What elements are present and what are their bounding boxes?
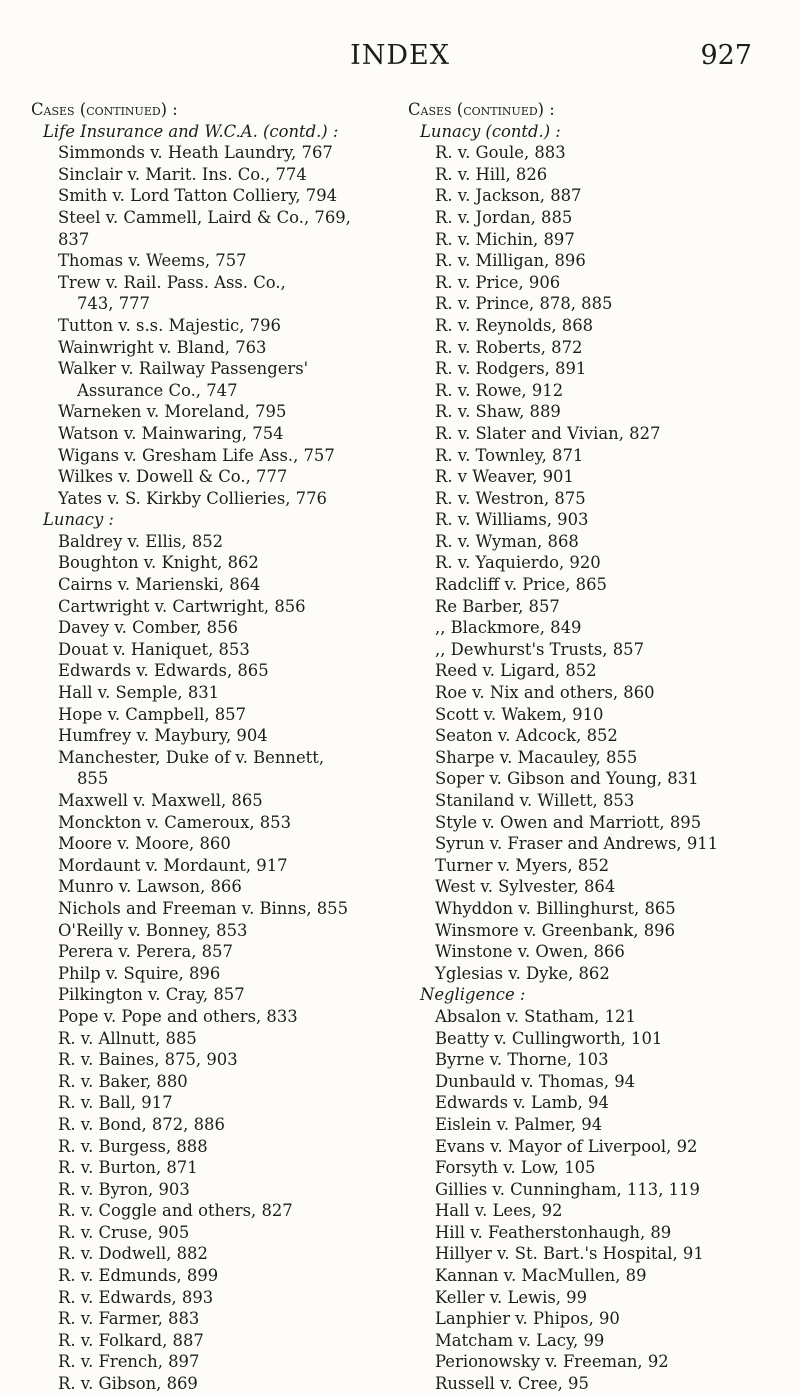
index-entry: Cartwright v. Cartwright, 856 — [58, 596, 306, 616]
index-entry: Edwards v. Edwards, 865 — [58, 661, 269, 681]
index-entry: Munro v. Lawson, 866 — [58, 877, 242, 897]
index-entry: R. v. French, 897 — [58, 1352, 200, 1372]
index-entry: Trew v. Rail. Pass. Ass. Co., — [58, 272, 286, 292]
index-entry: ,, Dewhurst's Trusts, 857 — [435, 639, 645, 659]
index-entry: Simmonds v. Heath Laundry, 767 — [58, 143, 333, 163]
index-entry: R. v. Westron, 875 — [435, 488, 586, 508]
index-entry: Syrun v. Fraser and Andrews, 911 — [435, 834, 719, 854]
index-entry: Hope v. Campbell, 857 — [58, 704, 247, 724]
index-entry: Tutton v. s.s. Majestic, 796 — [58, 315, 281, 335]
index-entry: R. v. Prince, 878, 885 — [435, 294, 613, 314]
index-entry: Keller v. Lewis, 99 — [435, 1287, 588, 1307]
index-entry: Eislein v. Palmer, 94 — [435, 1114, 603, 1134]
index-entry: R. v. Shaw, 889 — [435, 402, 561, 422]
index-entry: Kannan v. MacMullen, 89 — [435, 1266, 647, 1286]
index-entry: R. v. Reynolds, 868 — [435, 315, 594, 335]
index-entry: Maxwell v. Maxwell, 865 — [58, 791, 263, 810]
index-entry: R. v. Byron, 903 — [58, 1179, 190, 1199]
index-entry: 837 — [58, 229, 90, 249]
subject-heading: Negligence : — [420, 985, 526, 1005]
page-number: 927 — [700, 40, 752, 71]
index-entry: O'Reilly v. Bonney, 853 — [58, 920, 248, 940]
index-entry: Staniland v. Willett, 853 — [435, 791, 635, 810]
index-entry: Beatty v. Cullingworth, 101 — [435, 1028, 663, 1048]
index-entry: Soper v. Gibson and Young, 831 — [435, 769, 699, 789]
index-entry: Moore v. Moore, 860 — [58, 834, 231, 854]
index-entry: 855 — [77, 769, 109, 789]
index-entry: R. v. Hill, 826 — [435, 164, 548, 184]
index-entry: Dunbauld v. Thomas, 94 — [435, 1071, 636, 1091]
index-entry: R. v. Coggle and others, 827 — [58, 1201, 293, 1221]
index-entry: Monckton v. Cameroux, 853 — [58, 812, 292, 832]
index-entry: R. v. Goule, 883 — [435, 143, 566, 163]
index-entry: R. v. Baines, 875, 903 — [58, 1050, 238, 1070]
index-entry: Hall v. Semple, 831 — [58, 683, 220, 703]
subject-heading: Life Insurance and W.C.A. (contd.) : — [43, 121, 339, 141]
index-entry: Reed v. Ligard, 852 — [435, 661, 597, 681]
index-entry: R. v. Price, 906 — [435, 272, 561, 292]
index-entry: Warneken v. Moreland, 795 — [58, 402, 287, 422]
page-header — [0, 40, 800, 80]
index-entry: Walker v. Railway Passengers' — [58, 359, 309, 379]
index-entry: R. v. Bond, 872, 886 — [58, 1114, 225, 1134]
index-entry: Pilkington v. Cray, 857 — [58, 985, 245, 1005]
index-entry: Roe v. Nix and others, 860 — [435, 683, 655, 703]
index-entry: R. v. Gibson, 869 — [58, 1374, 198, 1394]
subject-heading: Lunacy (contd.) : — [420, 121, 561, 141]
index-entry: Thomas v. Weems, 757 — [58, 251, 247, 271]
index-entry: R. v. Jordan, 885 — [435, 207, 573, 227]
index-entry: Douat v. Haniquet, 853 — [58, 639, 250, 659]
index-entry: ,, Blackmore, 849 — [435, 618, 582, 638]
index-entry: Davey v. Comber, 856 — [58, 618, 238, 638]
index-entry: Yates v. S. Kirkby Collieries, 776 — [58, 488, 327, 508]
section-heading: Cases (continued) : — [408, 100, 555, 119]
index-entry: R. v. Rodgers, 891 — [435, 359, 587, 379]
index-entry: R. v. Dodwell, 882 — [58, 1244, 208, 1264]
index-entry: R. v Weaver, 901 — [435, 467, 574, 487]
index-entry: R. v. Williams, 903 — [435, 510, 589, 530]
index-entry: Perionowsky v. Freeman, 92 — [435, 1352, 669, 1372]
section-heading: Cases (continued) : — [31, 100, 178, 119]
index-entry: Yglesias v. Dyke, 862 — [435, 963, 610, 983]
index-entry: R. v. Edmunds, 899 — [58, 1266, 219, 1286]
index-entry: R. v. Baker, 880 — [58, 1071, 188, 1091]
index-entry: R. v. Wyman, 868 — [435, 531, 579, 551]
index-entry: Radcliff v. Price, 865 — [435, 575, 607, 595]
index-entry: Pope v. Pope and others, 833 — [58, 1006, 298, 1026]
index-entry: R. v. Cruse, 905 — [58, 1222, 190, 1242]
index-entry: Steel v. Cammell, Laird & Co., 769, — [58, 207, 351, 227]
index-entry: Cairns v. Marienski, 864 — [58, 575, 261, 595]
index-entry: Byrne v. Thorne, 103 — [435, 1050, 609, 1070]
index-entry: Lanphier v. Phipos, 90 — [435, 1309, 620, 1329]
index-entry: Re Barber, 857 — [435, 596, 560, 616]
index-entry: Seaton v. Adcock, 852 — [435, 726, 618, 746]
index-entry: Sinclair v. Marit. Ins. Co., 774 — [58, 164, 307, 184]
index-entry: Absalon v. Statham, 121 — [435, 1006, 636, 1026]
index-entry: Assurance Co., 747 — [77, 380, 238, 400]
index-entry: Hill v. Featherstonhaugh, 89 — [435, 1222, 672, 1242]
index-entry: R. v. Milligan, 896 — [435, 251, 586, 271]
index-entry: Whyddon v. Billinghurst, 865 — [435, 898, 676, 918]
index-entry: Forsyth v. Low, 105 — [435, 1158, 596, 1178]
index-entry: Nichols and Freeman v. Binns, 855 — [58, 898, 349, 918]
index-entry: R. v. Allnutt, 885 — [58, 1028, 197, 1048]
index-entry: R. v. Slater and Vivian, 827 — [435, 423, 661, 443]
index-entry: Perera v. Perera, 857 — [58, 942, 233, 962]
index-entry: Scott v. Wakem, 910 — [435, 704, 604, 724]
index-entry: R. v. Folkard, 887 — [58, 1330, 204, 1350]
index-entry: Sharpe v. Macauley, 855 — [435, 747, 638, 767]
index-entry: R. v. Rowe, 912 — [435, 380, 564, 400]
index-entry: R. v. Farmer, 883 — [58, 1309, 200, 1329]
index-entry: Gillies v. Cunningham, 113, 119 — [435, 1179, 700, 1199]
index-entry: Wilkes v. Dowell & Co., 777 — [58, 467, 288, 487]
index-entry: Winsmore v. Greenbank, 896 — [435, 920, 675, 940]
index-entry: R. v. Burton, 871 — [58, 1158, 198, 1178]
index-entry: Evans v. Mayor of Liverpool, 92 — [435, 1136, 698, 1156]
index-entry: Watson v. Mainwaring, 754 — [58, 423, 284, 443]
index-entry: Wainwright v. Bland, 763 — [58, 337, 267, 357]
index-entry: R. v. Michin, 897 — [435, 229, 575, 249]
index-entry: R. v. Yaquierdo, 920 — [435, 553, 601, 573]
index-entry: R. v. Jackson, 887 — [435, 186, 582, 206]
index-entry: R. v. Ball, 917 — [58, 1093, 173, 1113]
index-entry: Edwards v. Lamb, 94 — [435, 1093, 609, 1113]
index-entry: 743, 777 — [77, 294, 150, 314]
index-entry: Boughton v. Knight, 862 — [58, 553, 259, 573]
index-entry: Russell v. Cree, 95 — [435, 1374, 589, 1394]
index-entry: R. v. Townley, 871 — [435, 445, 584, 465]
index-entry: Humfrey v. Maybury, 904 — [58, 726, 268, 746]
subject-heading: Lunacy : — [43, 510, 114, 530]
index-entry: Winstone v. Owen, 866 — [435, 942, 625, 962]
index-entry: West v. Sylvester, 864 — [435, 877, 616, 897]
index-entry: Baldrey v. Ellis, 852 — [58, 531, 224, 551]
index-entry: R. v. Edwards, 893 — [58, 1287, 214, 1307]
index-entry: Mordaunt v. Mordaunt, 917 — [58, 855, 288, 875]
index-column-left — [31, 99, 391, 1395]
index-entry: Hillyer v. St. Bart.'s Hospital, 91 — [435, 1244, 704, 1264]
index-entry: R. v. Roberts, 872 — [435, 337, 583, 357]
index-entry: Matcham v. Lacy, 99 — [435, 1330, 605, 1350]
index-entry: Wigans v. Gresham Life Ass., 757 — [58, 445, 335, 465]
index-column-right — [408, 99, 788, 1395]
index-entry: R. v. Burgess, 888 — [58, 1136, 208, 1156]
index-entry: Manchester, Duke of v. Bennett, — [58, 747, 325, 767]
index-entry: Turner v. Myers, 852 — [435, 855, 610, 875]
running-head: INDEX — [350, 40, 450, 71]
index-entry: Hall v. Lees, 92 — [435, 1201, 563, 1221]
index-entry: Philp v. Squire, 896 — [58, 963, 221, 983]
index-entry: Smith v. Lord Tatton Colliery, 794 — [58, 186, 338, 206]
index-entry: Style v. Owen and Marriott, 895 — [435, 812, 702, 832]
